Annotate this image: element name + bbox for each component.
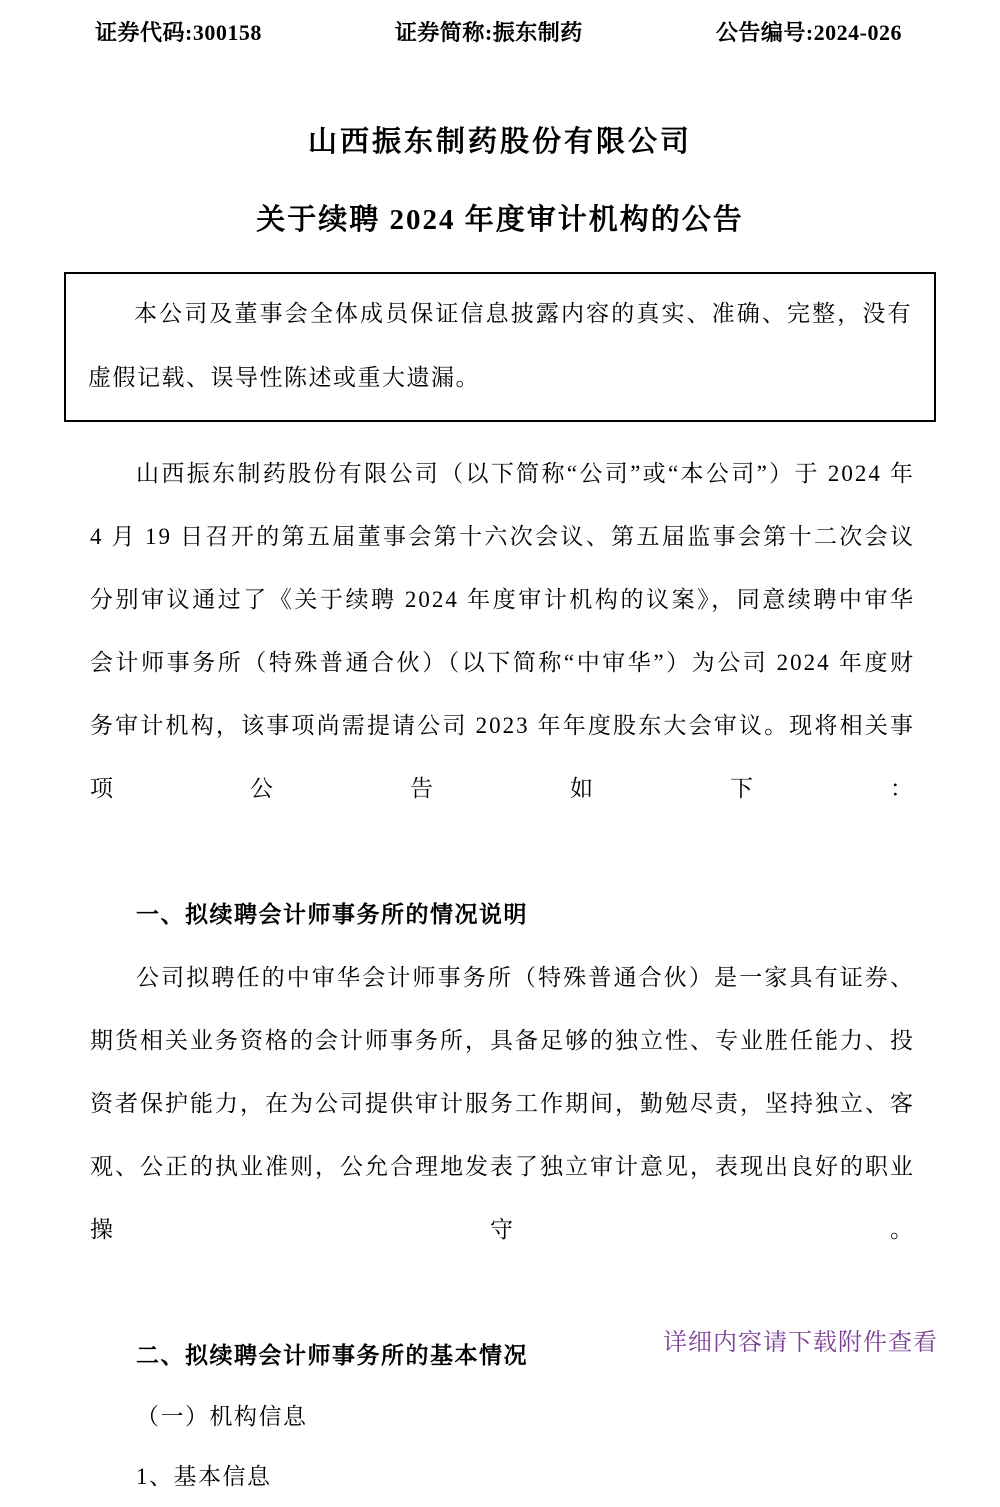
disclaimer-box bbox=[64, 272, 936, 422]
announcement-number-label: 公告编号:2024-026 bbox=[715, 20, 902, 45]
item-heading-basic-info: 1、基本信息 bbox=[136, 1464, 272, 1489]
document-header bbox=[0, 0, 1000, 47]
company-name-title: 山西振东制药股份有限公司 bbox=[307, 126, 692, 158]
announcement-title: 关于续聘 2024 年度审计机构的公告 bbox=[256, 204, 744, 236]
audit-firm-paragraph: 公司拟聘任的中审华会计师事务所（特殊普通合伙）是一家具有证券、期货相关业务资格的会计师事务所，具备足够的独立性、专业胜任能力、投资者保护能力，在为公司提供审计服务工作期间，勤勉尽责，坚持独立、客观、公正的执业准则，公允合理地发表了独立审计意见，表现出良好的职业操守。 bbox=[90, 965, 915, 1242]
stock-name-label: 证券简称:振东制药 bbox=[394, 20, 583, 45]
download-attachment-note-link[interactable]: 详细内容请下载附件查看 bbox=[663, 1329, 938, 1356]
section-heading-2: 二、拟续聘会计师事务所的基本情况 bbox=[136, 1343, 528, 1368]
disclaimer-text: 本公司及董事会全体成员保证信息披露内容的真实、准确、完整，没有虚假记载、误导性陈述或重大遗漏。 bbox=[88, 301, 912, 390]
intro-paragraph: 山西振东制药股份有限公司（以下简称“公司”或“本公司”）于 2024 年 4 月 19 日召开的第五届董事会第十六次会议、第五届监事会第十二次会议分别审议通过了《关于续聘 2024 年度审计机构的议案》，同意续聘中审华会计师事务所（特殊普通合伙）（以下简称“中审华”）为公司 2024 年度财务审计机构，该事项尚需提请公司 2023 年年度股东大会审议。现将相关事项公告如下： bbox=[90, 461, 915, 801]
section-heading-1: 一、拟续聘会计师事务所的情况说明 bbox=[136, 902, 528, 927]
subsection-heading-institution-info: （一）机构信息 bbox=[136, 1404, 308, 1429]
stock-code-label: 证券代码:300158 bbox=[95, 20, 262, 45]
